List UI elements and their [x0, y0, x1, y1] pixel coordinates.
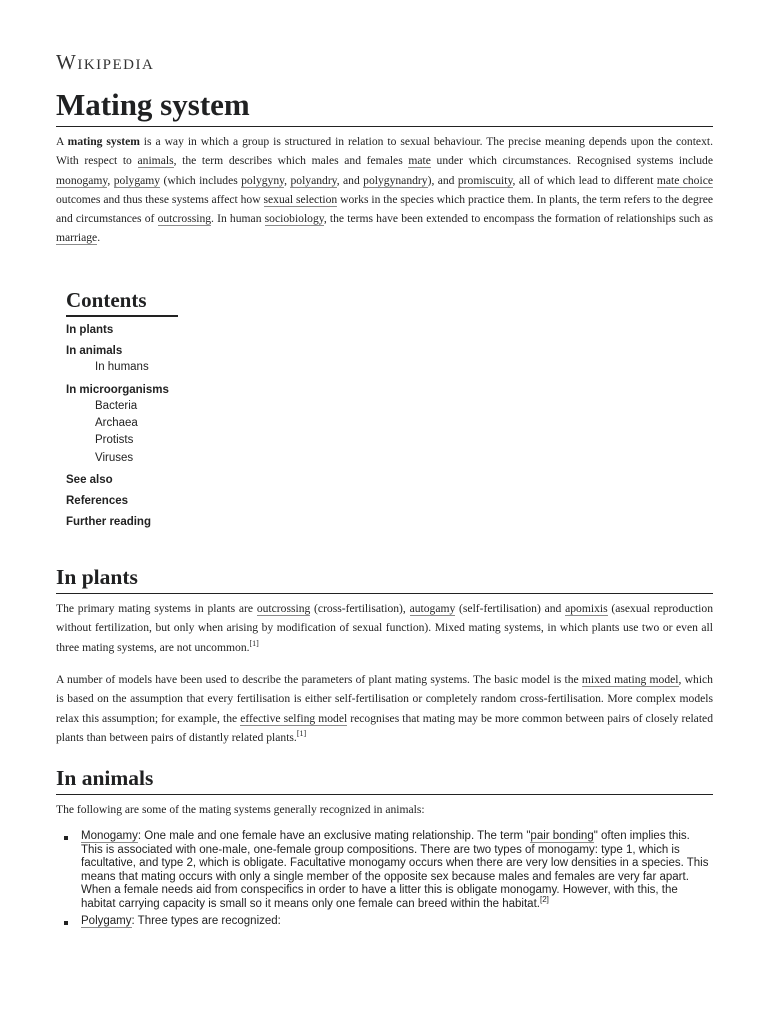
intro-paragraph: A mating system is a way in which a group is structured in relation to sexual behaviour. The precise meaning depends upon the context. With respect to animals, the term describes which males and females mate under which circumstances. Recognised systems include monogamy, polygamy (which includes polygyny, polyandry, and polygynandry), and promiscuity, all of which lead to different mate choice outcomes and thus these systems affect how sexual selection works in the species which practice them. In plants, the term refers to the degree and circumstances of outcrossing. In human sociobiology, the terms have been extended to encompass the formation of relationships such as marriage. — [56, 135, 714, 245]
wiki-link[interactable]: sexual selection — [263, 192, 338, 206]
toc-item-further-reading[interactable]: Further reading — [66, 516, 151, 528]
wiki-link[interactable]: promiscuity — [457, 173, 513, 187]
toc-item-in-microorganisms[interactable]: In microorganisms — [66, 384, 169, 396]
page-title: Mating system — [56, 86, 713, 127]
toc-item-in-humans[interactable]: In humans — [95, 361, 149, 373]
plants-paragraph-2: A number of models have been used to describe the parameters of plant mating systems. The basic model is the mixed mating model, which is based on the assumption that every fertilisation is either self-fertilisation or completely random cross-fertilisation. More complex models relax this assumption; for example, the effective selfing model recognises that mating may be more common between pairs of closely related plants than between pairs of distantly related plants.[1] — [56, 673, 713, 744]
bullet-icon — [64, 836, 68, 840]
bullet-icon — [64, 921, 68, 925]
wiki-link[interactable]: pair bonding — [530, 830, 594, 842]
wiki-link[interactable]: outcrossing — [256, 602, 311, 615]
toc-item-in-plants[interactable]: In plants — [66, 324, 114, 336]
toc-item-archaea[interactable]: Archaea — [95, 417, 138, 429]
wiki-link[interactable]: polygamy — [113, 173, 161, 187]
plants-paragraph-1: The primary mating systems in plants are outcrossing (cross-fertilisation), autogamy (self-fertilisation) and apomixis (asexual reproduction without fertilization, but only when arising by modification of sexual function). Mixed mating systems, in which plants use two or even all three mating systems, are not uncommon.[1] — [56, 602, 713, 654]
toc-item-bacteria[interactable]: Bacteria — [95, 400, 138, 412]
wiki-link[interactable]: outcrossing — [157, 212, 212, 226]
citation-link[interactable]: [1] — [249, 638, 259, 648]
toc-item-references[interactable]: References — [66, 495, 129, 507]
wiki-link[interactable]: monogamy — [56, 173, 108, 187]
wiki-link[interactable]: animals — [137, 154, 174, 168]
animal-mating-list — [56, 830, 713, 933]
list-item: Polygamy: Three types are recognized: — [56, 915, 713, 929]
wiki-link[interactable]: effective selfing model — [240, 711, 348, 725]
toc-item-in-animals[interactable]: In animals — [66, 345, 123, 357]
wiki-link[interactable]: mixed mating model — [581, 673, 679, 686]
citation-link[interactable]: [2] — [539, 894, 549, 904]
table-of-contents — [66, 287, 366, 528]
wiki-link[interactable]: mate choice — [656, 173, 713, 187]
bold-term: mating system — [67, 135, 140, 148]
toc-item-protists[interactable]: Protists — [95, 434, 134, 446]
list-item: Monogamy: One male and one female have an exclusive mating relationship. The term "pair bonding" often implies this. This is associated with one-male, one-female group compositions. There are two types of monogamy: type 1, which is facultative, and type 2, which is obligate. Facultative monogamy occurs when there are very low densities in a species. This means that mating occurs with only a single member of the opposite sex because males and females are very far apart. When a female needs aid from conspecifics in order to have a litter this is obligate monogamy. However, with this, the habitat carrying capacity is small so it means only one female can breed within the habitat.[2] — [56, 830, 713, 911]
wikipedia-logo[interactable]: Wikipedia — [56, 50, 155, 74]
animals-intro: The following are some of the mating systems generally recognized in animals: — [56, 803, 425, 816]
wiki-link[interactable]: Monogamy — [81, 830, 138, 842]
toc-title: Contents — [66, 287, 178, 317]
wiki-link[interactable]: autogamy — [409, 602, 456, 615]
wiki-link[interactable]: Polygamy — [81, 915, 132, 927]
wiki-link[interactable]: apomixis — [565, 602, 608, 615]
wiki-link[interactable]: sociobiology — [264, 212, 324, 226]
wiki-link[interactable]: mate — [408, 154, 431, 168]
section-heading-plants: In plants — [56, 564, 713, 594]
section-heading-animals: In animals — [56, 765, 713, 795]
wiki-link[interactable]: polygynandry — [363, 173, 428, 187]
toc-item-see-also[interactable]: See also — [66, 474, 113, 486]
toc-item-viruses[interactable]: Viruses — [95, 452, 134, 464]
wiki-link[interactable]: polyandry — [290, 173, 337, 187]
wiki-link[interactable]: marriage — [56, 231, 98, 245]
citation-link[interactable]: [1] — [296, 729, 307, 739]
wiki-link[interactable]: polygyny — [241, 173, 285, 187]
